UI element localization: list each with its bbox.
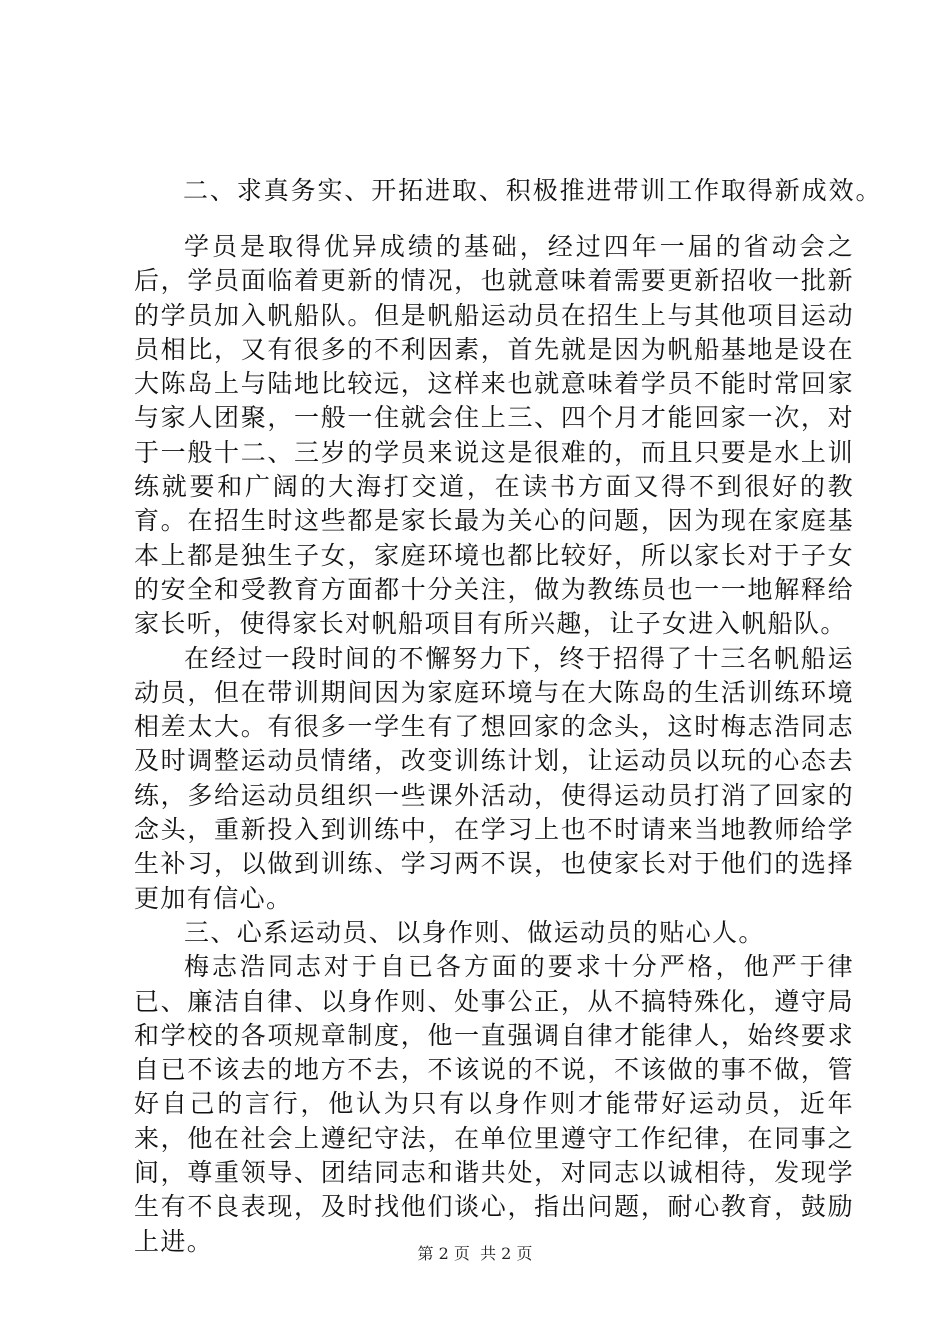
page-footer (0, 1244, 950, 1264)
paragraph: 在经过一段时间的不懈努力下，终于招得了十三名帆船运动员，但在带训期间因为家庭环境与在大陈岛的生活训练环境相差太大。有很多一学生有了想回家的念头，这时梅志浩同志及时调整运动员情绪，改变训练计划，让运动员以玩的心态去练，多给运动员组织一些课外活动，使得运动员打消了回家的念头，重新投入到训练中，在学习上也不时请来当地教师给学生补习，以做到训练、学习两不误，也使家长对于他们的选择更加有信心。 (134, 643, 854, 913)
paragraph: 学员是取得优异成绩的基础，经过四年一届的省动会之后，学员面临着更新的情况，也就意味着需要更新招收一批新的学员加入帆船队。但是帆船运动员在招生上与其他项目运动员相比，又有很多的不利因素，首先就是因为帆船基地是设在大陈岛上与陆地比较远，这样来也就意味着学员不能时常回家与家人团聚，一般一住就会住上三、四个月才能回家一次，对于一般十二、三岁的学员来说这是很难的，而且只要是水上训练就要和广阔的大海打交道，在读书方面又得不到很好的教育。在招生时这些都是家长最为关心的问题，因为现在家庭基本上都是独生子女，家庭环境也都比较好，所以家长对于子女的安全和受教育方面都十分关注，做为教练员也一一地解释给家长听，使得家长对帆船项目有所兴趣，让子女进入帆船队。 (134, 232, 854, 639)
body-text (134, 230, 854, 1259)
section-heading: 三、心系运动员、以身作则、做运动员的贴心人。 (184, 917, 765, 947)
paragraph: 梅志浩同志对于自已各方面的要求十分严格，他严于律已、廉洁自律、以身作则、处事公正，从不搞特殊化，遵守局和学校的各项规章制度，他一直强调自律才能律人，始终要求自已不该去的地方不去，不该说的不说，不该做的事不做，管好自己的言行，他认为只有以身作则才能带好运动员，近年来，他在社会上遵纪守法，在单位里遵守工作纪律，在同事之间，尊重领导、团结同志和谐共处，对同志以诚相待，发现学生有不良表现，及时找他们谈心，指出问题，耐心教育，鼓励上进。 (134, 952, 854, 1256)
page-number: 第 2 页 共 2 页 (417, 1244, 533, 1263)
section-heading: 二、求真务实、开拓进取、积极推进带训工作取得新成效。 (183, 176, 883, 205)
